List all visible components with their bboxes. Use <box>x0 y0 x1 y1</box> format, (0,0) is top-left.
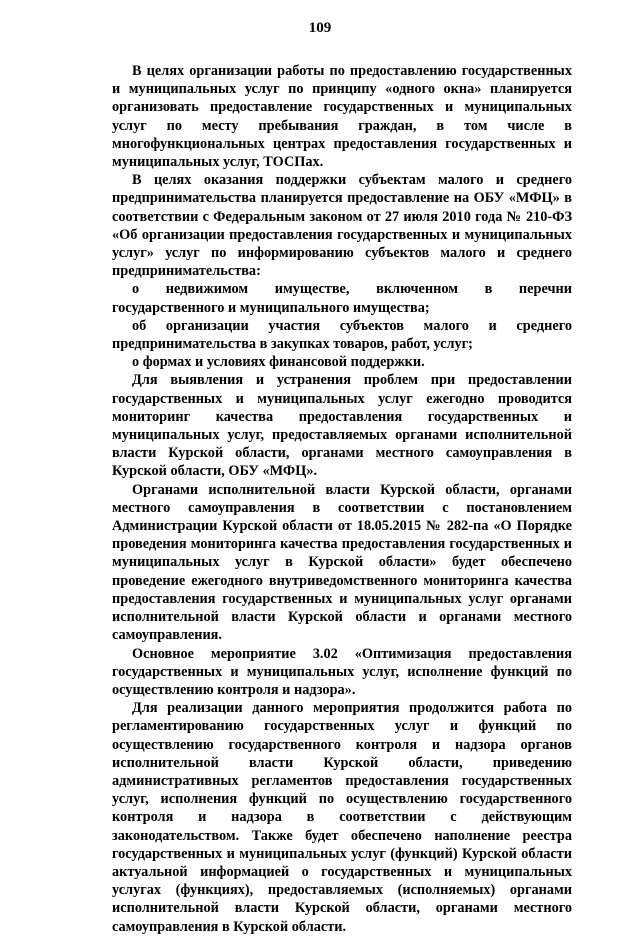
page-number: 109 <box>308 20 332 36</box>
paragraph-regulation: Для реализации данного мероприятия продолжится работа по регламентированию государственных услуг и функций по осуществлению государственного контроля и надзора органов исполнительной власти Курской области, приведению административных регламентов предоставления государственных услуг, исполнения функций по осуществлению государственного контроля и надзора в соответствии с действующим законодательством. Также будет обеспечено наполнение реестра государственных и муниципальных услуг (функций) Курской области актуальной информацией о государственных и муниципальных услугах (функциях), предоставляемых (исполняемых) органами исполнительной власти Курской области, органами местного самоуправления в Курской области. <box>112 700 572 935</box>
paragraph-monitoring: Для выявления и устранения проблем при предоставлении государственных и муниципальных услуг ежегодно проводится мониторинг качества предоставления государственных и муниципальных услуг, предоставляемых органами исполнительной власти Курской области, органами местного самоуправления в Курской области, ОБУ «МФЦ». <box>112 372 572 480</box>
document-body <box>112 62 572 936</box>
paragraph-main-activity-3-02: Основное мероприятие 3.02 «Оптимизация предоставления государственных и муниципальных услуг, исполнение функций по осуществлению контроля и надзора». <box>112 645 572 698</box>
list-item-financial-support: о формах и условиях финансовой поддержки. <box>132 354 425 371</box>
list-item-property: о недвижимом имуществе, включенном в перечни государственного и муниципального имущества; <box>112 281 572 316</box>
paragraph-one-window: В целях организации работы по предоставлению государственных и муниципальных услуг по принципу «одного окна» планируется организовать предоставление государственных и муниципальных услуг по месту пребывания граждан, в том числе в многофункциональных центрах предоставления государственных и муниципальных услуг, ТОСПах. <box>112 63 572 171</box>
paragraph-monitoring-procedure: Органами исполнительной власти Курской области, органами местного самоуправления в соответствии с постановлением Администрации Курской области от 18.05.2015 № 282-па «О Порядке проведения мониторинга качества предоставления государственных и муниципальных услуг в Курской области» будет обеспечено проведение ежегодного внутриведомственного мониторинга качества предоставления государственных и муниципальных услуг органами исполнительной власти Курской области и органами местного самоуправления. <box>112 481 572 644</box>
list-item-procurement: об организации участия субъектов малого и среднего предпринимательства в закупках товаров, работ, услуг; <box>112 317 572 353</box>
paragraph-sme-support: В целях оказания поддержки субъектам малого и среднего предпринимательства планируется предоставление на ОБУ «МФЦ» в соответствии с Федеральным законом от 27 июля 2010 года № 210-ФЗ «Об организации предоставления государственных и муниципальных услуг» услуг по информированию субъектов малого и среднего предпринимательства: <box>112 172 572 280</box>
